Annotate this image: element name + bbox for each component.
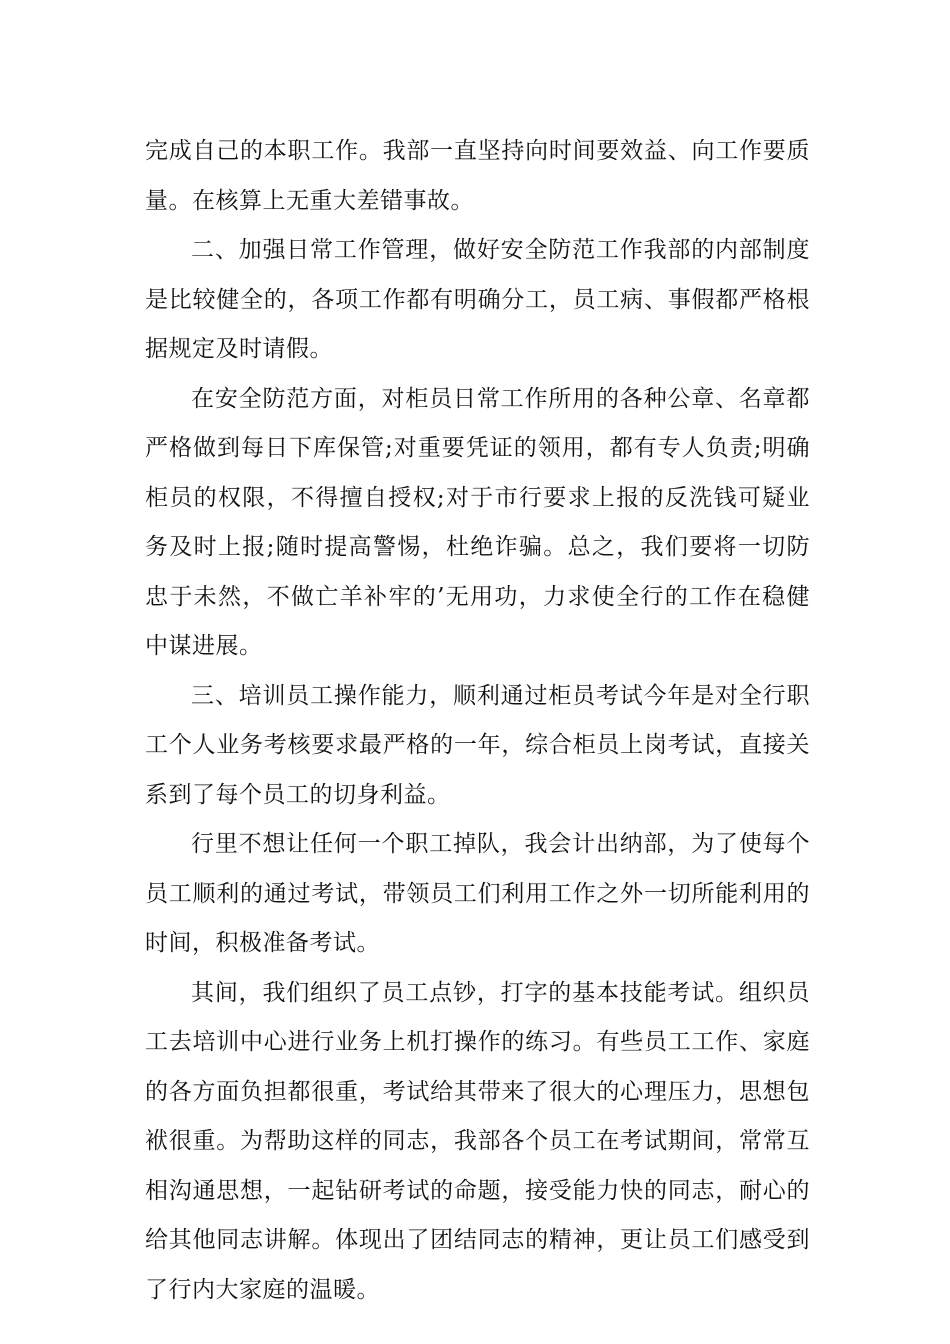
paragraph-2: 二、加强日常工作管理，做好安全防范工作我部的内部制度是比较健全的，各项工作都有明确分工，员工病、事假都严格根据规定及时请假。 <box>145 237 810 362</box>
document-body <box>145 127 810 1315</box>
paragraph-4: 三、培训员工操作能力，顺利通过柜员考试今年是对全行职工个人业务考核要求最严格的一年，综合柜员上岗考试，直接关系到了每个员工的切身利益。 <box>145 682 810 808</box>
paragraph-1: 完成自己的本职工作。我部一直坚持向时间要效益、向工作要质量。在核算上无重大差错事故。 <box>145 138 810 214</box>
paragraph-6: 其间，我们组织了员工点钞，打字的基本技能考试。组织员工去培训中心进行业务上机打操作的练习。有些员工工作、家庭的各方面负担都很重，考试给其带来了很大的心理压力，思想包袱很重。为帮助这样的同志，我部各个员工在考试期间，常常互相沟通思想，一起钻研考试的命题，接受能力快的同志，耐心的给其他同志讲解。体现出了团结同志的精神，更让员工们感受到了行内大家庭的温暖。 <box>145 979 810 1303</box>
paragraph-3: 在安全防范方面，对柜员日常工作所用的各种公章、名章都严格做到每日下库保管;对重要凭证的领用，都有专人负责;明确柜员的权限，不得擅自授权;对于市行要求上报的反洗钱可疑业务及时上报;随时提高警惕，杜绝诈骗。总之，我们要将一切防忠于未然，不做亡羊补牢的’无用功，力求使全行的工作在稳健中谋进展。 <box>145 385 810 659</box>
paragraph-5: 行里不想让任何一个职工掉队，我会计出纳部，为了使每个员工顺利的通过考试，带领员工们利用工作之外一切所能利用的时间，积极准备考试。 <box>145 831 810 956</box>
